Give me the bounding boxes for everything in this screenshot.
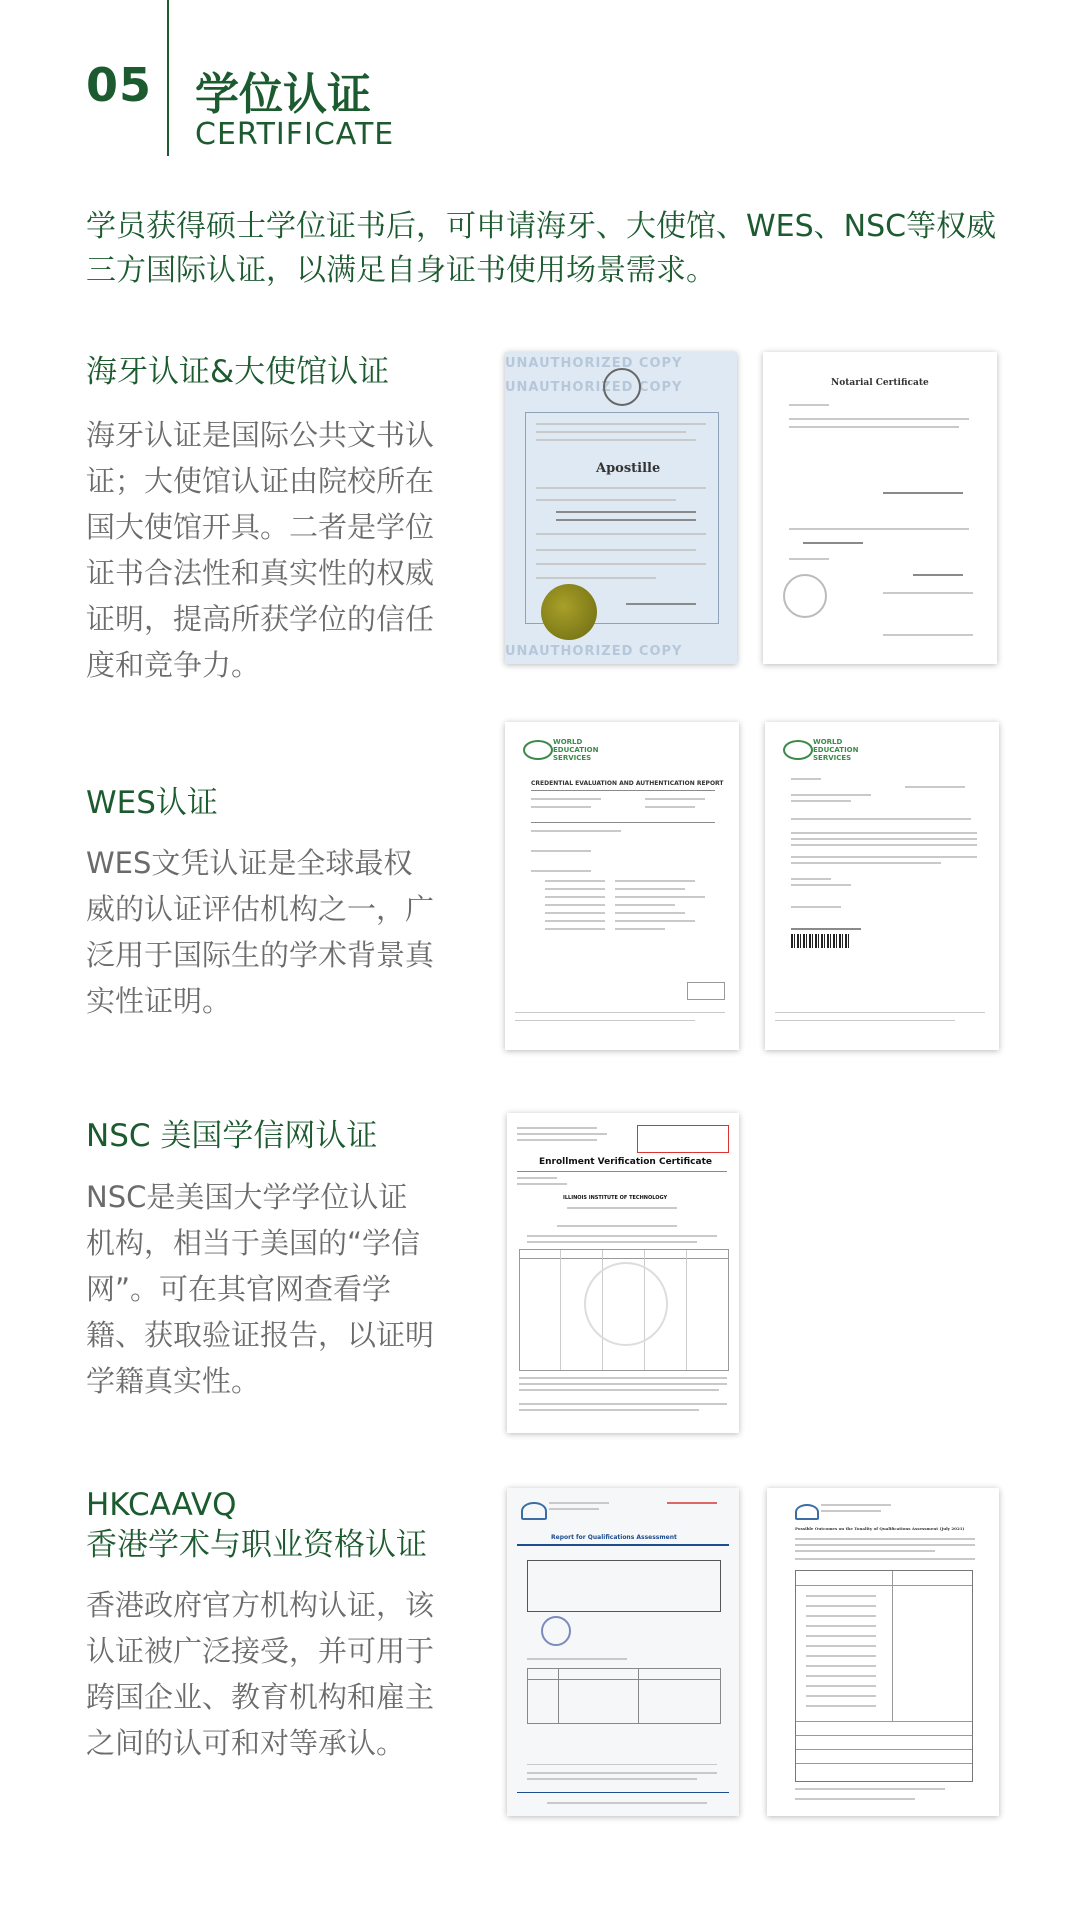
- page-title: 学位认证: [195, 69, 371, 120]
- enrollment-verification-image: [507, 1113, 739, 1433]
- nsc-subcaption: ILLINOIS INSTITUTE OF TECHNOLOGY: [563, 1195, 668, 1201]
- wes-report-caption: CREDENTIAL EVALUATION AND AUTHENTICATION REPORT: [531, 780, 724, 787]
- gold-seal-icon: [541, 584, 597, 640]
- section-hkcaavq-title-line1: HKCAAVQ: [86, 1487, 237, 1523]
- hkcaavq-report-image: [507, 1488, 739, 1816]
- wes-logo-icon: [523, 740, 553, 760]
- notarial-certificate-image: [763, 352, 997, 664]
- warning-box: [637, 1125, 729, 1153]
- section-wes-body: WES文凭认证是全球最权威的认证评估机构之一，广泛用于国际生的学术背景真实性证明。: [86, 846, 435, 1018]
- section-hkcaavq-title: [86, 1485, 446, 1565]
- nsc-caption: Enrollment Verification Certificate: [539, 1157, 712, 1167]
- apostille-certificate-image: [505, 352, 737, 664]
- watermark-text: UNAUTHORIZED COPY: [505, 644, 683, 659]
- wes-letter-image: [765, 722, 999, 1050]
- wes-evaluation-report-image: [505, 722, 739, 1050]
- section-number: 05: [86, 58, 153, 112]
- hk-report-caption: Report for Qualifications Assessment: [551, 1534, 677, 1541]
- barcode-icon: [791, 934, 851, 948]
- header-divider: [167, 0, 169, 156]
- wes-logo-text: WORLD EDUCATION SERVICES: [553, 738, 599, 762]
- hkcaavq-logo-icon: [521, 1502, 547, 1520]
- section-nsc-body: NSC是美国大学学位认证机构，相当于美国的“学信网”。可在其官网查看学籍、获取验证报告，以证明学籍真实性。: [86, 1180, 435, 1398]
- hkcaavq-outcome-table-image: [767, 1488, 999, 1816]
- wes-logo-text: WORLD EDUCATION SERVICES: [813, 738, 859, 762]
- intro-text: 学员获得硕士学位证书后，可申请海牙、大使馆、WES、NSC等权威三方国际认证，以满足自身证书使用场景需求。: [86, 209, 997, 288]
- section-hague-body: 海牙认证是国际公共文书认证；大使馆认证由院校所在国大使馆开具。二者是学位证书合法性和真实性的权威证明，提高所获学位的信任度和竞争力。: [86, 418, 435, 682]
- watermark-text: UNAUTHORIZED COPY: [505, 356, 683, 371]
- hk-stamp-icon: [541, 1616, 571, 1646]
- section-hkcaavq-title-line2: 香港学术与职业资格认证: [86, 1527, 427, 1563]
- page-subtitle: CERTIFICATE: [195, 117, 395, 152]
- hk-outcome-caption: Possible Outcomes on the Tonality of Qualifications Assessment (July 2021): [795, 1526, 965, 1531]
- watermark-seal-icon: [584, 1262, 668, 1346]
- notarial-caption: Notarial Certificate: [831, 378, 929, 388]
- wes-stamp-icon: [687, 982, 725, 1000]
- watermark-text: UNAUTHORIZED COPY: [505, 380, 683, 395]
- hk-qualification-table: [527, 1668, 721, 1724]
- apostille-caption: Apostille: [596, 461, 661, 476]
- hkcaavq-logo-icon: [795, 1504, 819, 1520]
- section-nsc-title: NSC 美国学信网认证: [86, 1118, 378, 1154]
- section-hkcaavq-body: 香港政府官方机构认证，该认证被广泛接受，并可用于跨国企业、教育机构和雇主之间的认可和对等承认。: [86, 1588, 435, 1760]
- notary-seal-icon: [783, 574, 827, 618]
- hk-outcome-table: [795, 1570, 973, 1782]
- section-wes-title: WES认证: [86, 785, 218, 821]
- wes-logo-icon: [783, 740, 813, 760]
- section-hague-title: 海牙认证&大使馆认证: [86, 354, 390, 390]
- seal-icon: [603, 368, 641, 406]
- hk-summary-box: [527, 1560, 721, 1612]
- enrollment-table: [519, 1249, 729, 1371]
